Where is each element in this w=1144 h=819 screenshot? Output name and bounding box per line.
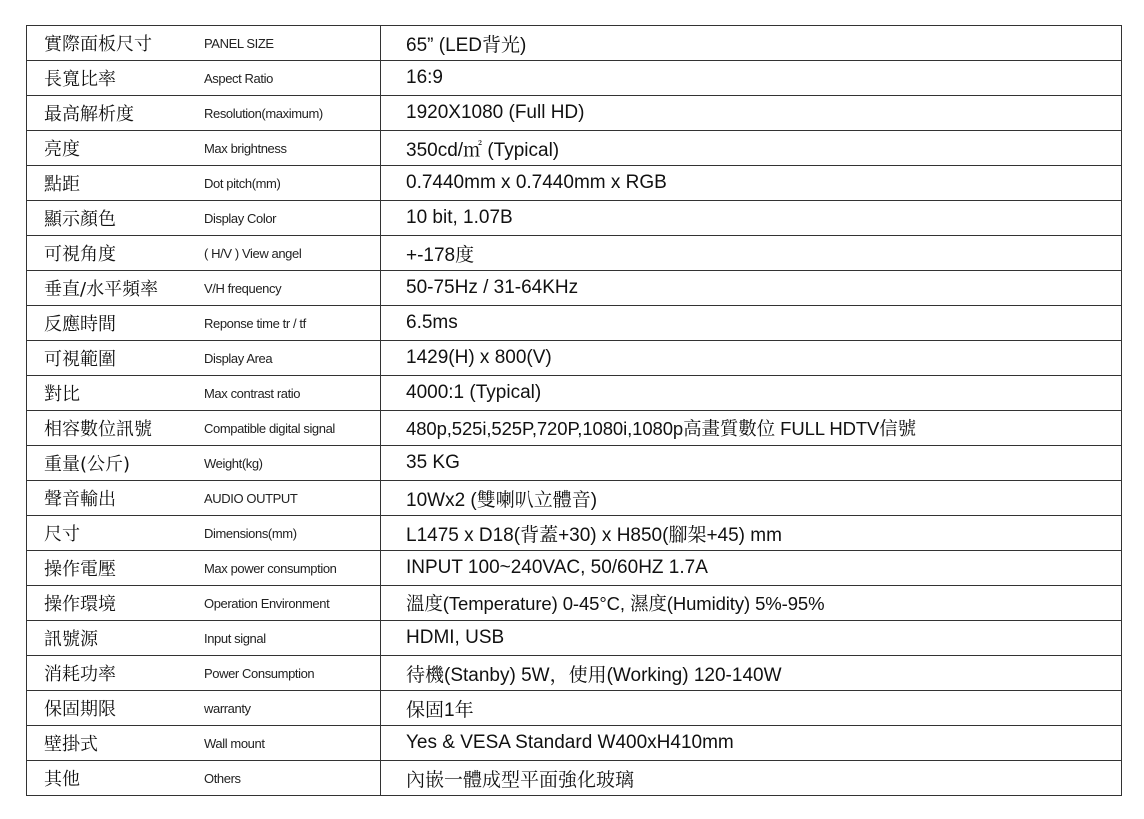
table-row	[27, 271, 1122, 306]
spec-value: L1475 x D18(背蓋+30) x H850(腳架+45) mm	[406, 524, 782, 546]
spec-label-english: Input signal	[204, 630, 266, 646]
spec-label-cell	[27, 691, 381, 726]
table-row	[27, 446, 1122, 481]
spec-label-chinese: 長寬比率	[44, 69, 116, 90]
spec-label-cell	[27, 306, 381, 341]
spec-label-cell	[27, 726, 381, 761]
spec-label-cell	[27, 96, 381, 131]
spec-label-chinese: 其他	[44, 769, 80, 790]
spec-label-chinese: 點距	[44, 174, 80, 195]
spec-label-chinese: 操作電壓	[44, 559, 116, 580]
spec-label-group	[27, 446, 380, 480]
spec-label-group	[27, 341, 380, 375]
spec-label-english: Reponse time tr / tf	[204, 315, 306, 331]
spec-value: 溫度(Temperature) 0-45°C, 濕度(Humidity) 5%-95%	[406, 593, 825, 614]
table-row	[27, 236, 1122, 271]
spec-label-english: Compatible digital signal	[204, 420, 335, 436]
table-row	[27, 26, 1122, 61]
spec-value-cell	[381, 166, 1122, 201]
spec-label-cell	[27, 166, 381, 201]
table-row	[27, 131, 1122, 166]
spec-label-chinese: 相容數位訊號	[44, 419, 152, 440]
spec-label-group	[27, 551, 380, 585]
spec-label-english: PANEL SIZE	[204, 35, 274, 51]
spec-label-group	[27, 586, 380, 620]
spec-label-chinese: 最高解析度	[44, 104, 134, 125]
spec-value: INPUT 100~240VAC, 50/60HZ 1.7A	[406, 557, 708, 578]
spec-label-group	[27, 516, 380, 550]
spec-label-english: Max brightness	[204, 140, 287, 156]
spec-label-english: Dimensions(mm)	[204, 525, 297, 541]
spec-label-group	[27, 726, 380, 760]
spec-label-cell	[27, 586, 381, 621]
spec-value-cell	[381, 61, 1122, 96]
table-row	[27, 761, 1122, 796]
spec-label-cell	[27, 341, 381, 376]
spec-value: 0.7440mm x 0.7440mm x RGB	[406, 172, 667, 193]
spec-label-group	[27, 306, 380, 340]
spec-value: 10Wx2 (雙喇叭立體音)	[406, 489, 598, 511]
spec-value-cell	[381, 306, 1122, 341]
spec-value: 內嵌一體成型平面強化玻璃	[406, 769, 635, 791]
spec-label-english: V/H frequency	[204, 280, 282, 296]
spec-label-chinese: 可視範圍	[44, 349, 116, 370]
spec-value-cell	[381, 376, 1122, 411]
spec-label-group	[27, 236, 380, 270]
spec-value-cell	[381, 621, 1122, 656]
spec-label-group	[27, 166, 380, 200]
spec-label-english: AUDIO OUTPUT	[204, 490, 298, 506]
table-row	[27, 411, 1122, 446]
spec-label-chinese: 反應時間	[44, 314, 116, 335]
spec-label-english: Others	[204, 770, 241, 786]
table-row	[27, 341, 1122, 376]
spec-value-cell	[381, 516, 1122, 551]
spec-label-group	[27, 411, 380, 445]
spec-label-english: ( H/V ) View angel	[204, 245, 302, 261]
spec-label-cell	[27, 446, 381, 481]
spec-label-chinese: 消耗功率	[44, 664, 116, 685]
spec-label-cell	[27, 271, 381, 306]
spec-label-cell	[27, 201, 381, 236]
spec-table	[26, 25, 1122, 796]
spec-label-group	[27, 131, 380, 165]
spec-value-cell	[381, 96, 1122, 131]
spec-value: 1920X1080 (Full HD)	[406, 102, 585, 123]
spec-label-cell	[27, 131, 381, 166]
table-row	[27, 306, 1122, 341]
spec-value: +-178度	[406, 244, 475, 266]
spec-value-cell	[381, 271, 1122, 306]
table-row	[27, 621, 1122, 656]
spec-value: 待機(Stanby) 5W，使用(Working) 120-140W	[406, 664, 782, 686]
table-row	[27, 61, 1122, 96]
spec-value: 1429(H) x 800(V)	[406, 347, 552, 368]
spec-value: Yes & VESA Standard W400xH410mm	[406, 732, 734, 753]
spec-value: HDMI, USB	[406, 627, 505, 648]
spec-label-chinese: 顯示顏色	[44, 209, 116, 230]
table-row	[27, 586, 1122, 621]
spec-label-chinese: 實際面板尺寸	[44, 34, 152, 55]
spec-label-chinese: 保固期限	[44, 699, 116, 720]
spec-label-english: Power Consumption	[204, 665, 315, 681]
spec-value: 6.5ms	[406, 312, 458, 333]
table-row	[27, 551, 1122, 586]
spec-value-cell	[381, 656, 1122, 691]
spec-label-cell	[27, 26, 381, 61]
spec-label-english: Aspect Ratio	[204, 70, 273, 86]
spec-label-english: Wall mount	[204, 735, 265, 751]
spec-label-cell	[27, 621, 381, 656]
spec-value-cell	[381, 551, 1122, 586]
spec-table-body	[27, 26, 1122, 796]
spec-value-cell	[381, 691, 1122, 726]
spec-label-chinese: 尺寸	[44, 524, 80, 545]
spec-value: 480p,525i,525P,720P,1080i,1080p高畫質數位 FULL HDTV信號	[406, 418, 917, 439]
spec-label-english: Weight(kg)	[204, 455, 263, 471]
spec-label-cell	[27, 61, 381, 96]
spec-label-chinese: 訊號源	[44, 629, 98, 650]
spec-label-cell	[27, 551, 381, 586]
spec-label-chinese: 亮度	[44, 139, 80, 160]
spec-value: 4000:1 (Typical)	[406, 382, 542, 403]
table-row	[27, 96, 1122, 131]
spec-value-cell	[381, 236, 1122, 271]
spec-value-cell	[381, 446, 1122, 481]
table-row	[27, 201, 1122, 236]
spec-label-group	[27, 96, 380, 130]
spec-value: 65” (LED背光)	[406, 34, 527, 56]
table-row	[27, 656, 1122, 691]
spec-value: 35 KG	[406, 452, 460, 473]
spec-label-cell	[27, 481, 381, 516]
spec-label-chinese: 聲音輸出	[44, 489, 116, 510]
spec-value-cell	[381, 726, 1122, 761]
spec-label-english: Display Color	[204, 210, 277, 226]
spec-label-english: Resolution(maximum)	[204, 105, 323, 121]
spec-label-group	[27, 656, 380, 690]
spec-label-group	[27, 201, 380, 235]
spec-label-cell	[27, 761, 381, 796]
spec-label-group	[27, 271, 380, 305]
spec-label-chinese: 對比	[44, 384, 80, 405]
table-row	[27, 726, 1122, 761]
table-row	[27, 166, 1122, 201]
spec-label-chinese: 壁掛式	[44, 734, 98, 755]
table-row	[27, 516, 1122, 551]
spec-value: 10 bit, 1.07B	[406, 207, 513, 228]
spec-label-chinese: 可視角度	[44, 244, 116, 265]
spec-value: 16:9	[406, 67, 443, 88]
spec-label-group	[27, 26, 380, 60]
spec-label-english: Max power consumption	[204, 560, 337, 576]
spec-value-cell	[381, 26, 1122, 61]
spec-label-group	[27, 621, 380, 655]
table-row	[27, 481, 1122, 516]
spec-label-group	[27, 691, 380, 725]
spec-label-chinese: 重量(公斤)	[44, 454, 131, 475]
spec-value-cell	[381, 586, 1122, 621]
spec-label-cell	[27, 656, 381, 691]
spec-value: 350cd/㎡ (Typical)	[406, 139, 560, 161]
spec-label-english: Display Area	[204, 350, 273, 366]
spec-label-english: warranty	[204, 700, 251, 716]
spec-value-cell	[381, 761, 1122, 796]
spec-value: 50-75Hz / 31-64KHz	[406, 277, 579, 298]
spec-label-cell	[27, 376, 381, 411]
table-row	[27, 691, 1122, 726]
table-row	[27, 376, 1122, 411]
spec-label-english: Max contrast ratio	[204, 385, 301, 401]
spec-label-group	[27, 61, 380, 95]
spec-value-cell	[381, 201, 1122, 236]
spec-value-cell	[381, 341, 1122, 376]
spec-label-cell	[27, 236, 381, 271]
spec-label-cell	[27, 411, 381, 446]
spec-label-cell	[27, 516, 381, 551]
spec-label-group	[27, 761, 380, 795]
spec-value-cell	[381, 131, 1122, 166]
spec-label-chinese: 垂直/水平頻率	[44, 279, 159, 300]
spec-value: 保固1年	[406, 699, 474, 721]
spec-label-chinese: 操作環境	[44, 594, 116, 615]
spec-label-group	[27, 481, 380, 515]
spec-label-english: Operation Environment	[204, 595, 330, 611]
spec-value-cell	[381, 481, 1122, 516]
spec-value-cell	[381, 411, 1122, 446]
spec-label-group	[27, 376, 380, 410]
spec-label-english: Dot pitch(mm)	[204, 175, 281, 191]
